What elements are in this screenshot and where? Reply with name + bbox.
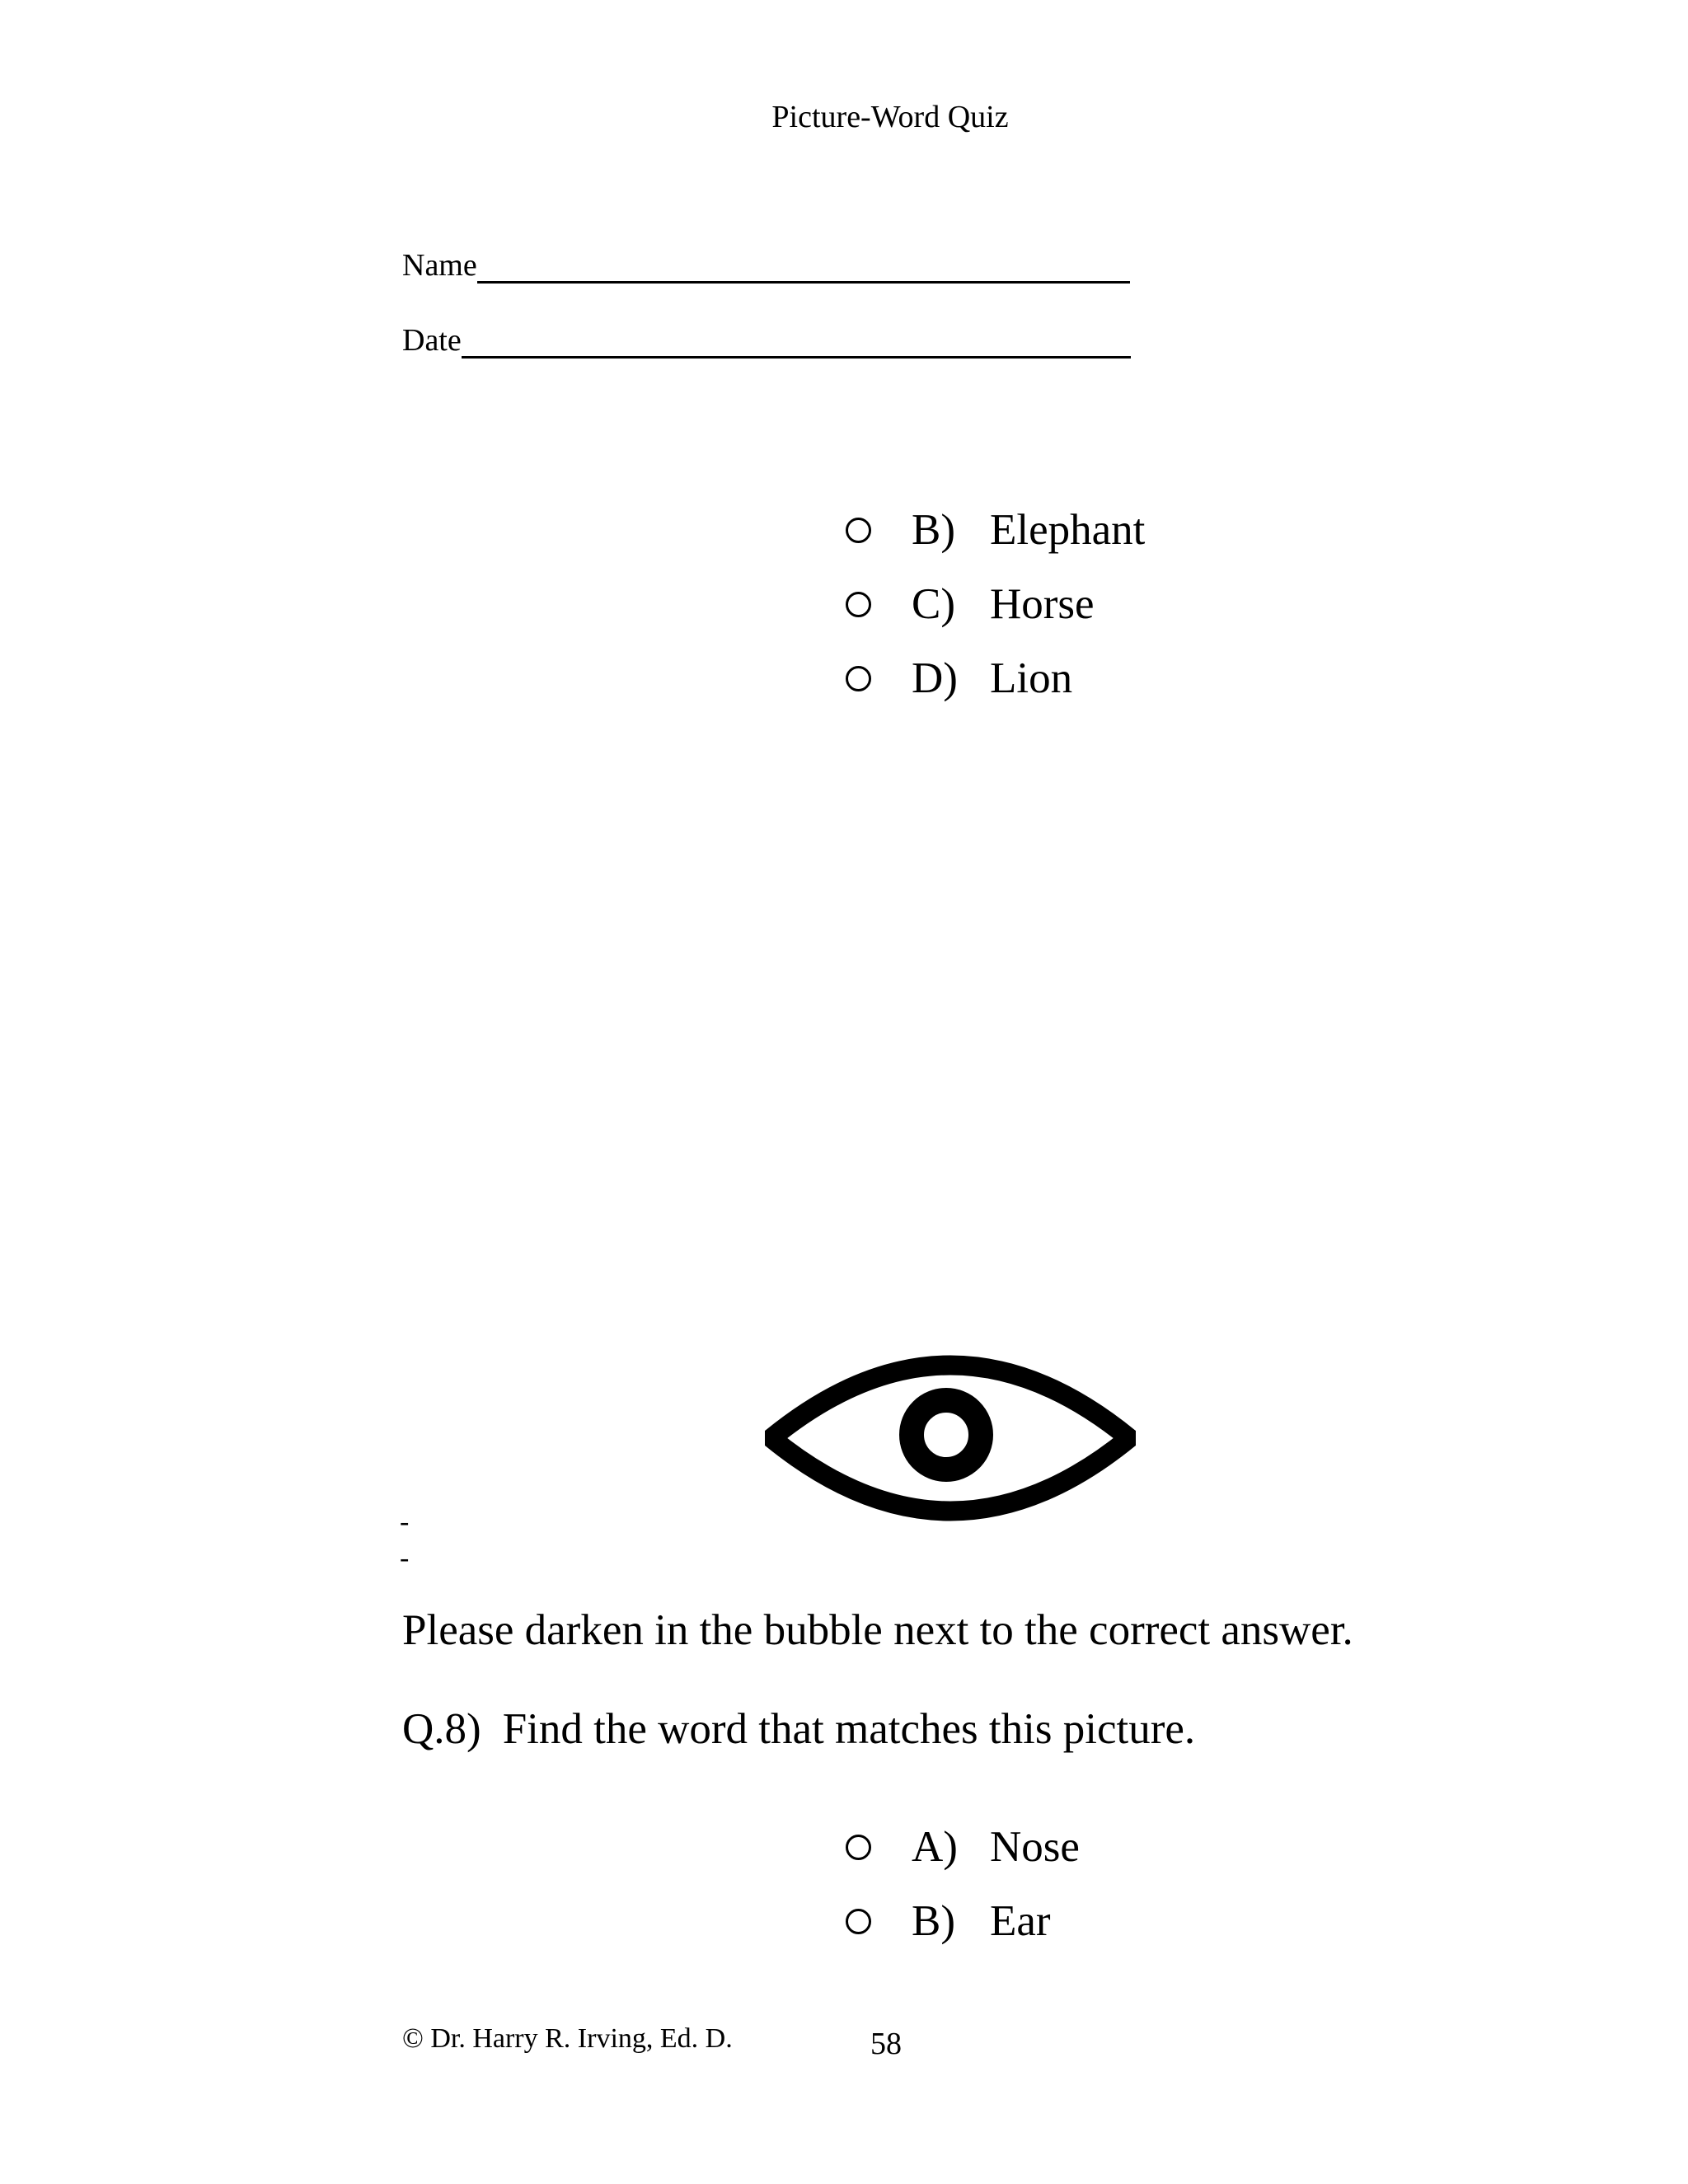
question-number: Q.8) [402, 1705, 481, 1753]
option-b-elephant[interactable] [846, 501, 1145, 559]
option-letter: C) [912, 580, 955, 628]
name-label: Name [402, 248, 477, 283]
question-text: Find the word that matches this picture. [502, 1705, 1196, 1753]
answer-bubble[interactable] [846, 518, 871, 543]
option-text: Horse [990, 580, 1095, 628]
option-letter: D) [912, 654, 958, 702]
copyright-notice: © Dr. Harry R. Irving, Ed. D. [402, 2023, 733, 2054]
option-text: Ear [990, 1897, 1051, 1945]
date-line[interactable] [462, 326, 1131, 359]
name-field [402, 247, 1130, 284]
answer-bubble[interactable] [846, 1835, 871, 1860]
answer-bubble[interactable] [846, 666, 871, 691]
option-letter: B) [912, 506, 955, 554]
option-d-lion[interactable] [846, 649, 1072, 707]
option-text: Elephant [990, 506, 1146, 554]
option-text: Nose [990, 1823, 1080, 1871]
answer-bubble[interactable] [846, 592, 871, 617]
option-b-ear[interactable] [846, 1892, 1051, 1950]
option-letter: A) [912, 1823, 958, 1871]
date-field [402, 322, 1131, 359]
dash-mark: - [400, 1543, 410, 1573]
option-letter: B) [912, 1897, 955, 1945]
date-label: Date [402, 323, 462, 358]
answer-bubble[interactable] [846, 1909, 871, 1934]
page-title: Picture-Word Quiz [771, 100, 1009, 134]
instruction-text: Please darken in the bubble next to the correct answer. [402, 1606, 1353, 1654]
option-a-nose[interactable] [846, 1818, 1080, 1876]
name-line[interactable] [477, 251, 1130, 284]
dash-mark: - [400, 1507, 410, 1537]
question-8 [402, 1704, 1195, 1754]
option-text: Lion [990, 654, 1073, 702]
page-number: 58 [870, 2027, 902, 2061]
option-c-horse[interactable] [846, 575, 1095, 633]
eye-icon [765, 1352, 1136, 1525]
